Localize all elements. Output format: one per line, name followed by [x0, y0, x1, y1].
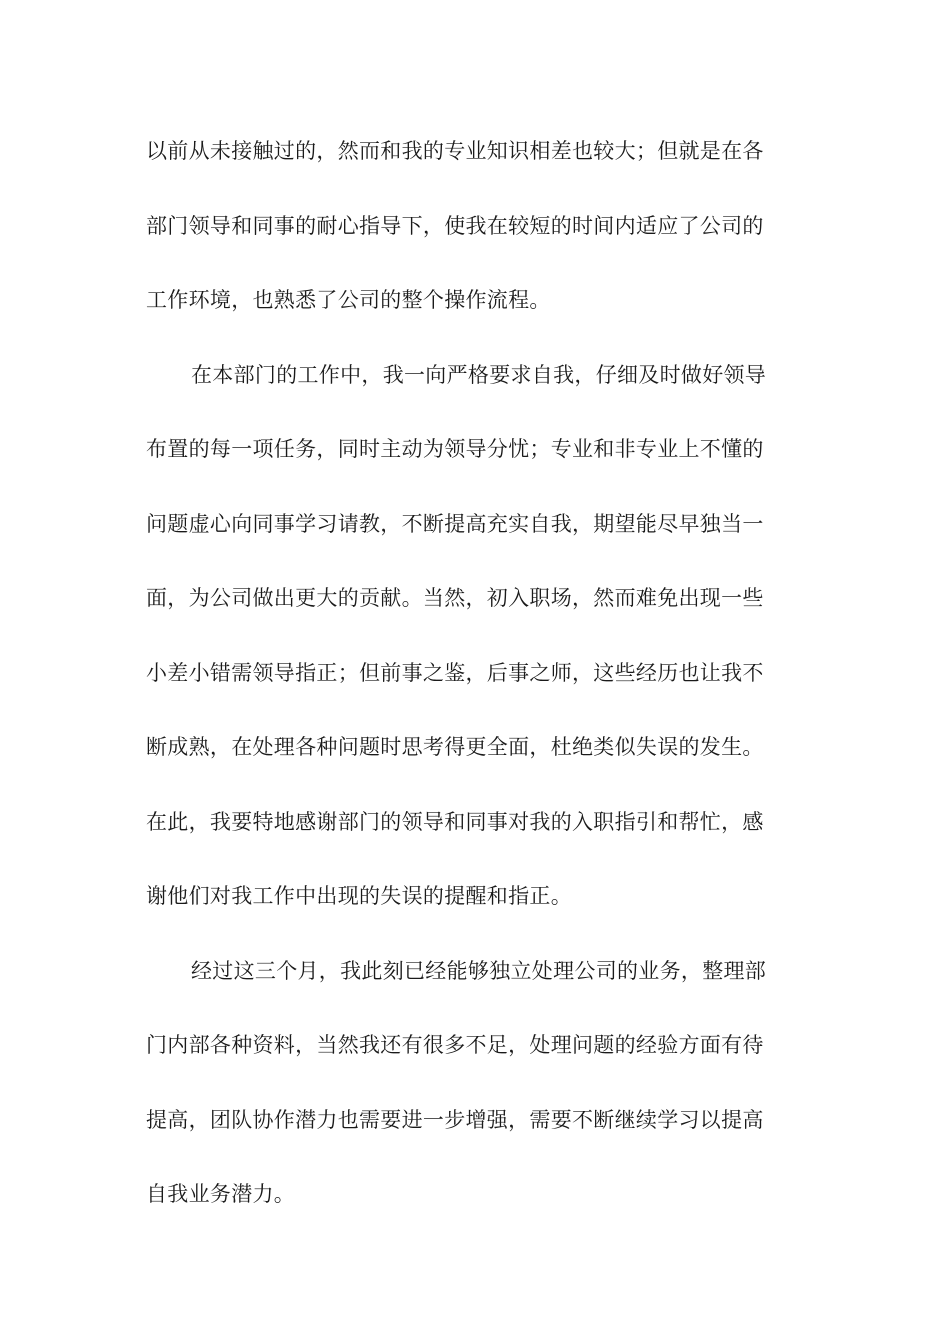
text-line: 谢他们对我工作中出现的失误的提醒和指正。 [146, 884, 572, 908]
paragraph-start-line: 在本部门的工作中，我一向严格要求自我，仔细及时做好领导 [191, 362, 767, 387]
text-line: 布置的每一项任务，同时主动为领导分忧；专业和非专业上不懂的 [146, 437, 764, 461]
text-line: 工作环境，也熟悉了公司的整个操作流程。 [146, 288, 551, 312]
text-line: 门内部各种资料，当然我还有很多不足，处理问题的经验方面有待 [146, 1033, 764, 1057]
paragraph-start-line: 经过这三个月，我此刻已经能够独立处理公司的业务，整理部 [191, 958, 767, 983]
text-line: 部门领导和同事的耐心指导下，使我在较短的时间内适应了公司的 [146, 213, 764, 238]
text-line: 在此，我要特地感谢部门的领导和同事对我的入职指引和帮忙，感 [146, 809, 764, 834]
text-line: 面，为公司做出更大的贡献。当然，初入职场，然而难免出现一些 [146, 586, 764, 610]
text-line: 提高，团队协作潜力也需要进一步增强，需要不断继续学习以提高 [146, 1107, 764, 1132]
text-line: 小差小错需领导指正；但前事之鉴，后事之师，这些经历也让我不 [146, 660, 764, 685]
text-line: 自我业务潜力。 [146, 1182, 296, 1206]
text-line: 断成熟，在处理各种问题时思考得更全面，杜绝类似失误的发生。 [146, 735, 764, 759]
document-body [146, 131, 816, 1249]
text-line: 以前从未接触过的，然而和我的专业知识相差也较大；但就是在各 [146, 139, 764, 163]
text-line: 问题虚心向同事学习请教，不断提高充实自我，期望能尽早独当一 [146, 511, 764, 536]
